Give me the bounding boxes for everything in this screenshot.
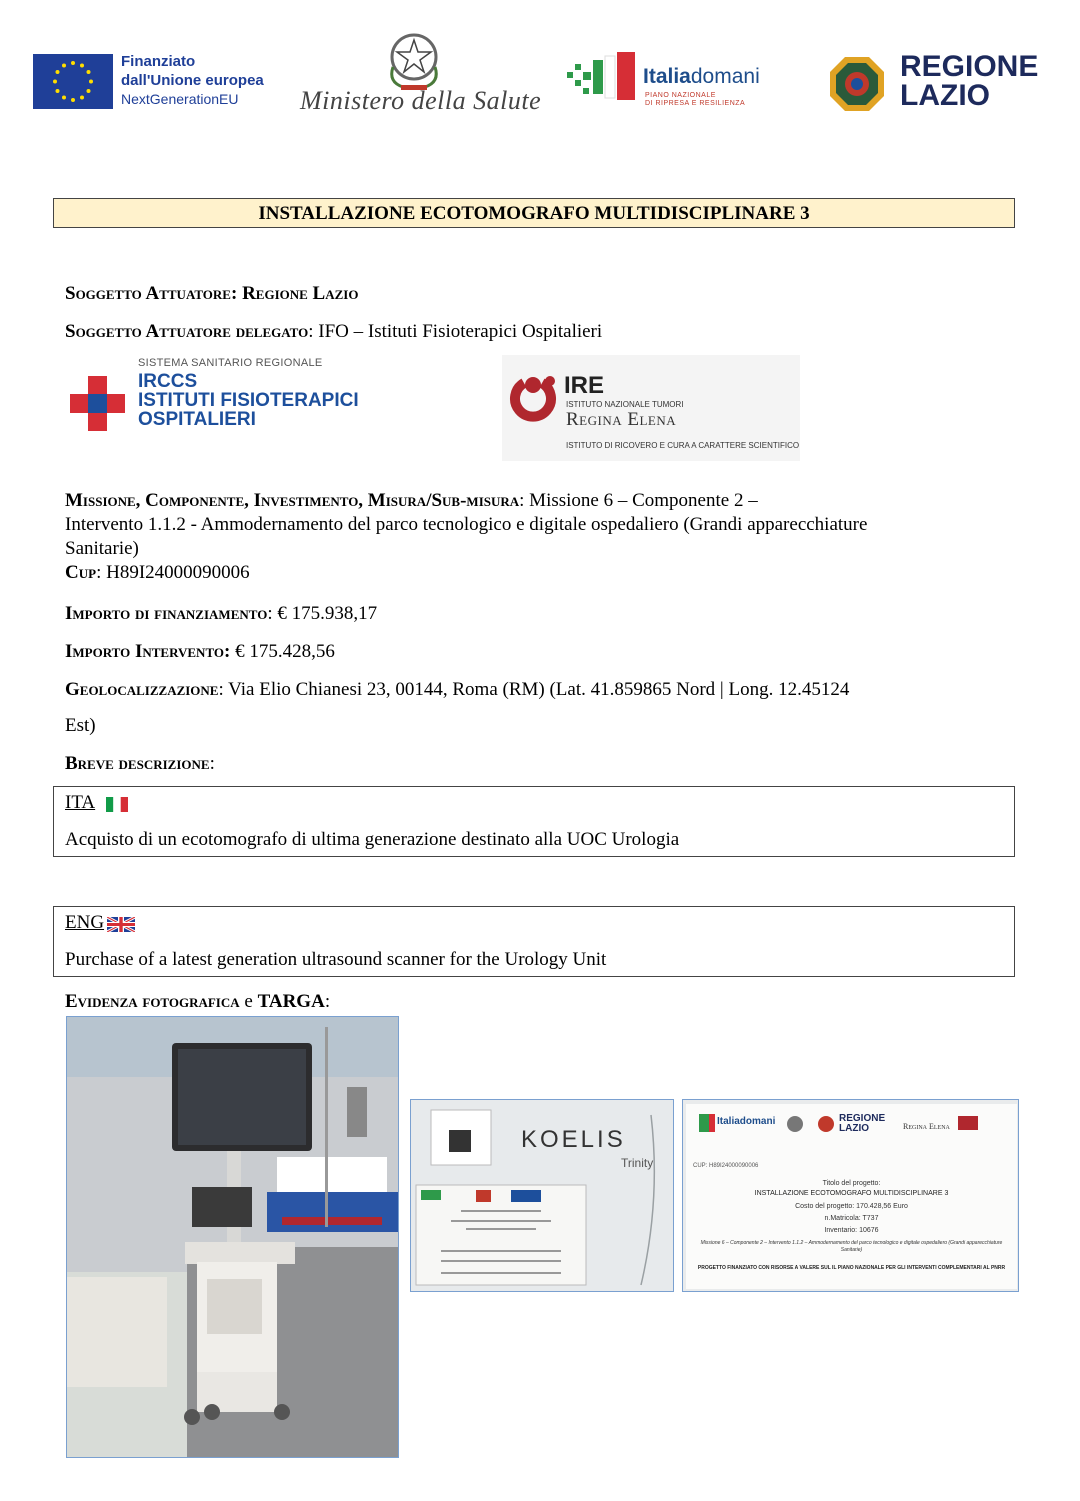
ire-acronym: IRE (564, 372, 605, 399)
evidenza-label-c: TARGA (257, 991, 325, 1012)
lazio-line2: LAZIO (900, 79, 990, 112)
soggetto-delegato (65, 320, 602, 344)
importo-intervento-label: Importo Intervento: (65, 641, 231, 662)
italy-flag-icon (106, 797, 128, 812)
photo-ultrasound-device (66, 1016, 399, 1458)
importo-finanziamento-label: Importo di finanziamento (65, 603, 268, 624)
italiadomani-sub-line1: PIANO NAZIONALE (645, 92, 716, 99)
eng-header: ENG (65, 912, 105, 933)
photo-targa-plate (682, 1099, 1019, 1292)
eu-flag-logo (33, 54, 113, 109)
soggetto-delegato-label: Soggetto Attuatore delegato (65, 321, 309, 342)
italiadomani-title-a: Italia (643, 65, 691, 88)
italiadomani-title-b: domani (690, 65, 760, 88)
regione-lazio-text (900, 52, 1038, 110)
targa-ire: Regina Elena (903, 1122, 950, 1131)
eu-logo-text (121, 52, 264, 109)
targa-missione: Missione 6 – Componente 2 – Intervento 1.1.2 – Ammodernamento del parco tecnologico e digitale ospedaliero (Grandi apparecchiature Sanitarie) (700, 1240, 1003, 1253)
breve-label: Breve descrizione (65, 753, 210, 774)
ifo-sistema-text: SISTEMA SANITARIO REGIONALE (138, 357, 323, 369)
evidenza-label-a: Evidenza fotografica (65, 991, 240, 1012)
missione-block (65, 489, 1005, 585)
evidenza-label-b: e (239, 991, 258, 1012)
italiadomani-sub-line2: DI RIPRESA E RESILIENZA (645, 100, 746, 107)
importo-finanziamento-value: : € 175.938,17 (267, 603, 378, 624)
breve-descrizione (65, 752, 215, 776)
italiadomani-subtitle (645, 92, 745, 108)
ifo-line1: IRCCS (138, 371, 198, 392)
eu-line1: Finanziato (121, 53, 196, 70)
ifo-cross-icon (70, 376, 125, 431)
ifo-line3: OSPITALIERI (138, 409, 256, 430)
soggetto-attuatore-label: Soggetto Attuatore: (65, 283, 238, 304)
cup-label: Cup (65, 562, 97, 583)
targa-italiadomani-b: domani (739, 1116, 776, 1127)
geo-value: : Via Elio Chianesi 23, 00144, Roma (RM) (Lat. 41.859865 Nord | Long. 12.45124 (218, 679, 850, 700)
targa-lazio-line1: REGIONE (839, 1113, 886, 1124)
cup-value: : H89I24000090006 (96, 562, 250, 583)
ita-description-box (53, 786, 1015, 857)
page-title: INSTALLAZIONE ECOTOMOGRAFO MULTIDISCIPLINARE 3 (53, 198, 1015, 228)
missione-label: Missione, Componente, Investimento, Misura/Sub-misura (65, 490, 520, 511)
cup-line (65, 561, 1005, 585)
soggetto-attuatore (65, 282, 358, 306)
italiadomani-title (643, 65, 760, 89)
italiadomani-mark-icon (567, 50, 639, 106)
targa-lazio-line2: LAZIO (839, 1123, 869, 1134)
geo-label: Geolocalizzazione (65, 679, 219, 700)
uk-flag-icon (107, 917, 135, 932)
missione-line3: Sanitarie) (65, 538, 139, 559)
ministry-name: Ministero della Salute (300, 86, 542, 115)
ita-header: ITA (65, 792, 96, 813)
eu-line3: NextGenerationEU (121, 91, 239, 107)
targa-footer: PROGETTO FINANZIATO CON RISORSE A VALERE SUL IL PIANO NAZIONALE PER GLI INTERVENTI COMPLEMENTARI AL PNRR (697, 1265, 1006, 1271)
italian-republic-emblem-icon (383, 27, 445, 93)
targa-cup: CUP: H89I24000090006 (693, 1163, 759, 1169)
missione-line2: Intervento 1.1.2 - Ammodernamento del parco tecnologico e digitale ospedaliero (Grandi apparecchiature (65, 514, 868, 535)
targa-inventario: Inventario: 10676 (824, 1227, 879, 1234)
targa-italiadomani-a: Italia (717, 1116, 740, 1127)
evidenza-fotografica (65, 990, 330, 1014)
targa-lazio (839, 1114, 885, 1134)
targa-titolo: INSTALLAZIONE ECOTOMOGRAFO MULTIDISCIPLINARE 3 (754, 1190, 949, 1197)
geo-line2: Est) (65, 715, 96, 736)
ire-line2: Regina Elena (566, 409, 677, 430)
geo-line1 (65, 678, 1015, 702)
soggetto-attuatore-value: Regione Lazio (242, 283, 359, 304)
missione-line1 (65, 489, 1005, 513)
ifo-line2: ISTITUTI FISIOTERAPICI (138, 390, 359, 411)
evidenza-colon: : (324, 991, 331, 1012)
targa-costo: Costo del progetto: 170.428,56 Euro (795, 1203, 908, 1210)
eu-line2: dall'Unione europea (121, 72, 264, 89)
eng-text: Purchase of a latest generation ultrasound scanner for the Urology Unit (65, 949, 607, 970)
ita-text: Acquisto di un ecotomografo di ultima generazione destinato alla UOC Urologia (65, 829, 680, 850)
eng-description-box (53, 906, 1015, 977)
importo-intervento (65, 640, 335, 664)
lazio-line1: REGIONE (900, 50, 1039, 83)
breve-colon: : (209, 753, 215, 774)
geolocalizzazione (65, 678, 1015, 738)
targa-italiadomani (717, 1116, 775, 1127)
regione-lazio-badge-icon (828, 55, 886, 113)
ire-mark-icon (502, 371, 562, 431)
ire-logo (502, 355, 800, 461)
ifo-name (138, 372, 359, 429)
koelis-model: Trinity (621, 1156, 654, 1170)
ire-line3: ISTITUTO DI RICOVERO E CURA A CARATTERE SCIENTIFICO (566, 441, 800, 450)
targa-titolo-label: Titolo del progetto: (822, 1180, 881, 1187)
missione-value: : Missione 6 – Componente 2 – (519, 490, 758, 511)
ire-line1: ISTITUTO NAZIONALE TUMORI (566, 400, 684, 409)
photo-device-label (410, 1099, 674, 1292)
soggetto-delegato-value: : IFO – Istituti Fisioterapici Ospitalieri (308, 321, 603, 342)
importo-intervento-value: € 175.428,56 (230, 641, 335, 662)
targa-matricola: n.Matricola: T737 (824, 1215, 879, 1222)
koelis-brand: KOELIS (521, 1126, 626, 1153)
importo-finanziamento (65, 602, 377, 626)
